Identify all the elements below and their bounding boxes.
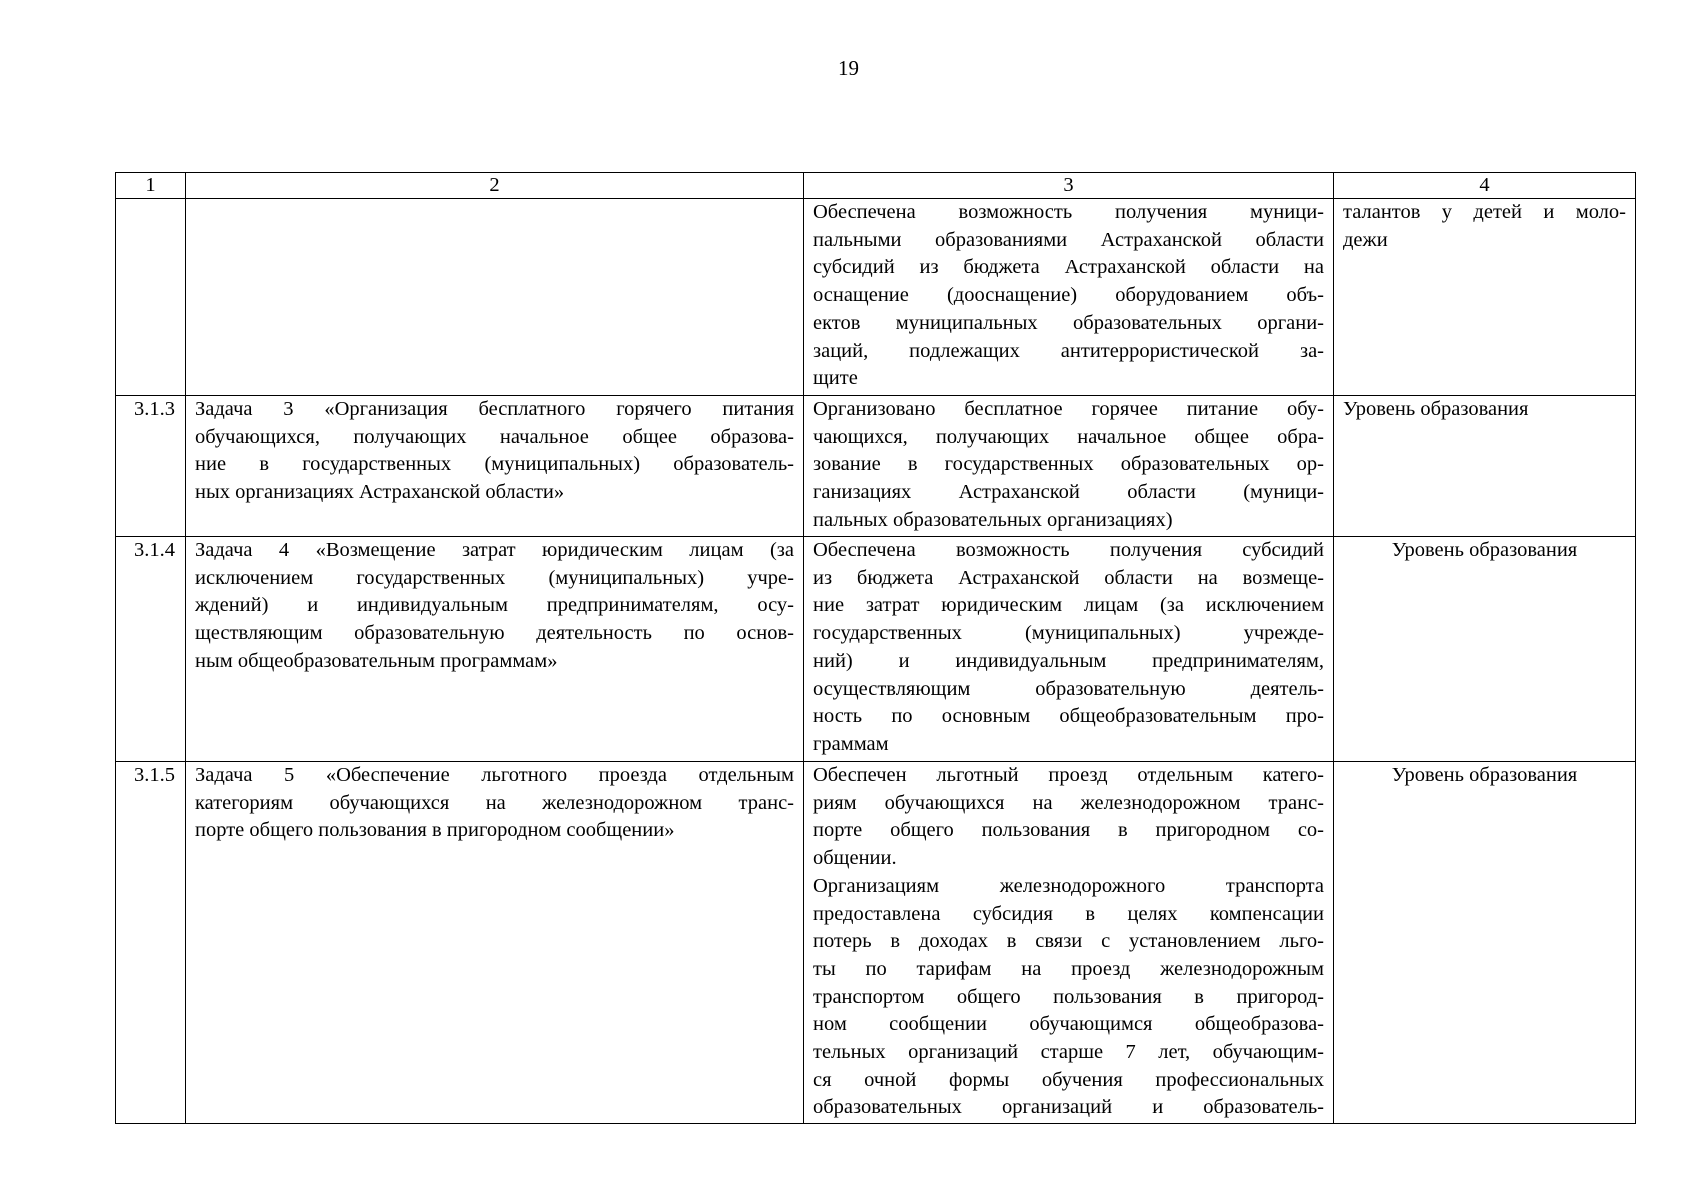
row-number-cell: 3.1.5	[116, 762, 186, 1124]
table-row	[116, 396, 1636, 537]
header-cell: 4	[1334, 173, 1636, 199]
table-row	[116, 199, 1636, 396]
header-cell: 1	[116, 173, 186, 199]
level-cell	[1334, 396, 1636, 537]
level-text: Уровень образования	[1391, 764, 1578, 786]
task-text: Задача 3 «Организация бесплатного горячего питания обучающихся, получающих начальное общее образова- ние в государственных (муниципальных) образователь- ных организациях Астраханской области»	[195, 398, 794, 504]
level-cell	[1334, 199, 1636, 396]
level-text: талантов у детей и моло- дежи	[1343, 201, 1626, 251]
program-table	[115, 172, 1636, 1124]
result-text: Обеспечена возможность получения субсидий из бюджета Астраханской области на возмеще- ние затрат юридическим лицам (за исключением государственных (муниципальных) учрежде- ний) и индивидуальным предпринимателям, осуществляющим образовательную деятель- ность по основным общеобразовательным про- граммам	[813, 539, 1324, 755]
result-text: Обеспечена возможность получения муници- пальными образованиями Астраханской области субсидий из бюджета Астраханской области на оснащение (дооснащение) оборудованием объ- ектов муниципальных образовательных органи- заций, подлежащих антитеррористической за- щите	[813, 201, 1324, 390]
row-number-cell	[116, 199, 186, 396]
header-cell: 3	[804, 173, 1334, 199]
row-number-cell: 3.1.3	[116, 396, 186, 537]
table-row	[116, 762, 1636, 1124]
level-text: Уровень образования	[1391, 539, 1578, 561]
level-cell	[1334, 762, 1636, 1124]
table-header-row	[116, 173, 1636, 199]
level-cell	[1334, 537, 1636, 762]
table-row	[116, 537, 1636, 762]
result-text: Обеспечен льготный проезд отдельным катего- риям обучающихся на железнодорожном транс- порте общего пользования в пригородном со- общении. Организациям железнодорожного транспорта предоставлена субсидия в целях компенсации потерь в доходах в связи с установлением льго- ты по тарифам на проезд железнодорожным транспортом общего пользования в пригород- ном сообщении обучающимся общеобразова- тельных организаций старше 7 лет, обучающим- ся очной формы обучения профессиональных образовательных организаций и образователь-	[813, 764, 1324, 1119]
page-number: 19	[838, 56, 859, 80]
result-cell	[804, 762, 1334, 1124]
row-number-cell: 3.1.4	[116, 537, 186, 762]
task-cell	[186, 396, 804, 537]
task-text: Задача 4 «Возмещение затрат юридическим лицам (за исключением государственных (муниципальных) учре- ждений) и индивидуальным предпринимателям, осу- ществляющим образовательную деятельность по основ- ным общеобразовательным программам»	[195, 539, 794, 672]
task-cell	[186, 537, 804, 762]
result-cell	[804, 537, 1334, 762]
result-text: Организовано бесплатное горячее питание обу- чающихся, получающих начальное общее обра- зование в государственных образовательных ор- ганизациях Астраханской области (муници- пальных образовательных организациях)	[813, 398, 1324, 531]
task-cell	[186, 762, 804, 1124]
header-cell: 2	[186, 173, 804, 199]
task-cell	[186, 199, 804, 396]
task-text: Задача 5 «Обеспечение льготного проезда отдельным категориям обучающихся на железнодорожном транс- порте общего пользования в пригородном сообщении»	[195, 764, 794, 842]
level-text: Уровень образования	[1343, 398, 1529, 420]
result-cell	[804, 199, 1334, 396]
result-cell	[804, 396, 1334, 537]
